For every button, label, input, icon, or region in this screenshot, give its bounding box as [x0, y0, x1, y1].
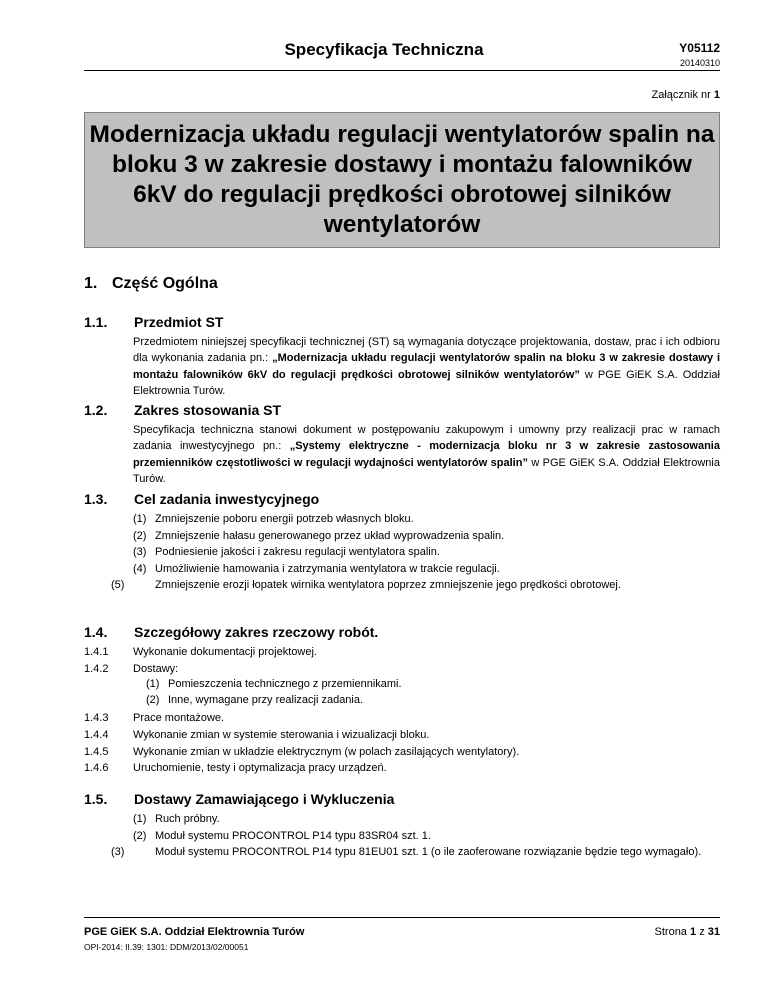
list-item: 1.4.5 Wykonanie zmian w układzie elektrycznym (w polach zasilających wentylatory). [84, 746, 520, 758]
section-1-4-heading: 1.4. Szczegółowy zakres rzeczowy robót. [84, 624, 379, 640]
list-item: (2) Zmniejszenie hałasu generowanego przez układ wyprowadzenia spalin. [133, 530, 505, 542]
section-1-2-paragraph: Specyfikacja techniczna stanowi dokument w postępowaniu zakupowym i umowny przy realizacji prac w ramach zadania inwestycyjnego pn.: „Systemy elektryczne - modernizacja bloku nr 3 w zakresie zastosowania przemienników częstotliwości w regulacji wydajności wentylatorów spalin” w PGE GiEK S.A. Oddział Elektrownia Turów. [133, 424, 720, 485]
list-item: (2) Inne, wymagane przy realizacji zadania. [146, 694, 364, 706]
document-title: Modernizacja układu regulacji wentylatorów spalin na bloku 3 w zakresie dostawy i montażu falowników 6kV do regulacji prędkości obrotowej silników wentylatorów [89, 121, 715, 238]
header-title: Specyfikacja Techniczna [284, 40, 484, 59]
list-item: 1.4.6 Uruchomienie, testy i optymalizacja pracy urządzeń. [84, 762, 387, 774]
list-item: 1.4.3 Prace montażowe. [84, 712, 225, 724]
document-code: Y05112 [679, 41, 720, 55]
list-item: 1.4.4 Wykonanie zmian w systemie sterowania i wizualizacji bloku. [84, 729, 430, 741]
footer-organization: PGE GiEK S.A. Oddział Elektrownia Turów [84, 926, 305, 938]
list-item: (1) Ruch próbny. [133, 813, 220, 825]
document-title-box [84, 112, 720, 248]
list-item: (1) Zmniejszenie poboru energii potrzeb własnych bloku. [133, 513, 414, 525]
document-date: 20140310 [679, 58, 720, 68]
list-item: (2) Moduł systemu PROCONTROL P14 typu 83SR04 szt. 1. [133, 830, 431, 842]
section-1-heading: 1. Część Ogólna [84, 275, 218, 292]
list-item: (3) Moduł systemu PROCONTROL P14 typu 81EU01 szt. 1 (o ile zaoferowane rozwiązanie będzie tego wymagało). [111, 846, 702, 858]
annex-label: Załącznik nr 1 [651, 89, 720, 101]
page-number: Strona 1 z 31 [654, 926, 720, 938]
header-divider [84, 70, 720, 71]
section-1-5-heading: 1.5. Dostawy Zamawiającego i Wykluczenia [84, 791, 395, 807]
list-item: (1) Pomieszczenia technicznego z przemiennikami. [146, 678, 402, 690]
section-1-1-heading: 1.1. Przedmiot ST [84, 314, 224, 330]
section-1-2-heading: 1.2. Zakres stosowania ST [84, 402, 282, 418]
list-item: (3) Podniesienie jakości i zakresu regulacji wentylatora spalin. [133, 546, 440, 558]
list-item: (5) Zmniejszenie erozji łopatek wirnika wentylatora poprzez zmniejszenie jego prędkości obrotowej. [111, 579, 621, 591]
list-item: 1.4.1 Wykonanie dokumentacji projektowej. [84, 646, 317, 658]
footer-reference: OPI-2014: II.39: 1301: DDM/2013/02/00051 [84, 942, 249, 952]
section-1-1-paragraph: Przedmiotem niniejszej specyfikacji technicznej (ST) są wymagania dotyczące projektowania, dostaw, prac i ich odbioru dla wykonania zadania pn.: „Modernizacja układu regulacji wentylatorów spalin na bloku 3 w zakresie dostawy i montażu falowników 6kV do regulacji prędkości obrotowej silników wentylatorów” w PGE GiEK S.A. Oddział Elektrownia Turów. [133, 336, 721, 397]
section-1-3-heading: 1.3. Cel zadania inwestycyjnego [84, 491, 320, 507]
list-item: (4) Umożliwienie hamowania i zatrzymania wentylatora w trakcie regulacji. [133, 563, 500, 575]
footer-divider [84, 917, 720, 918]
list-item: 1.4.2 Dostawy: [84, 663, 179, 675]
